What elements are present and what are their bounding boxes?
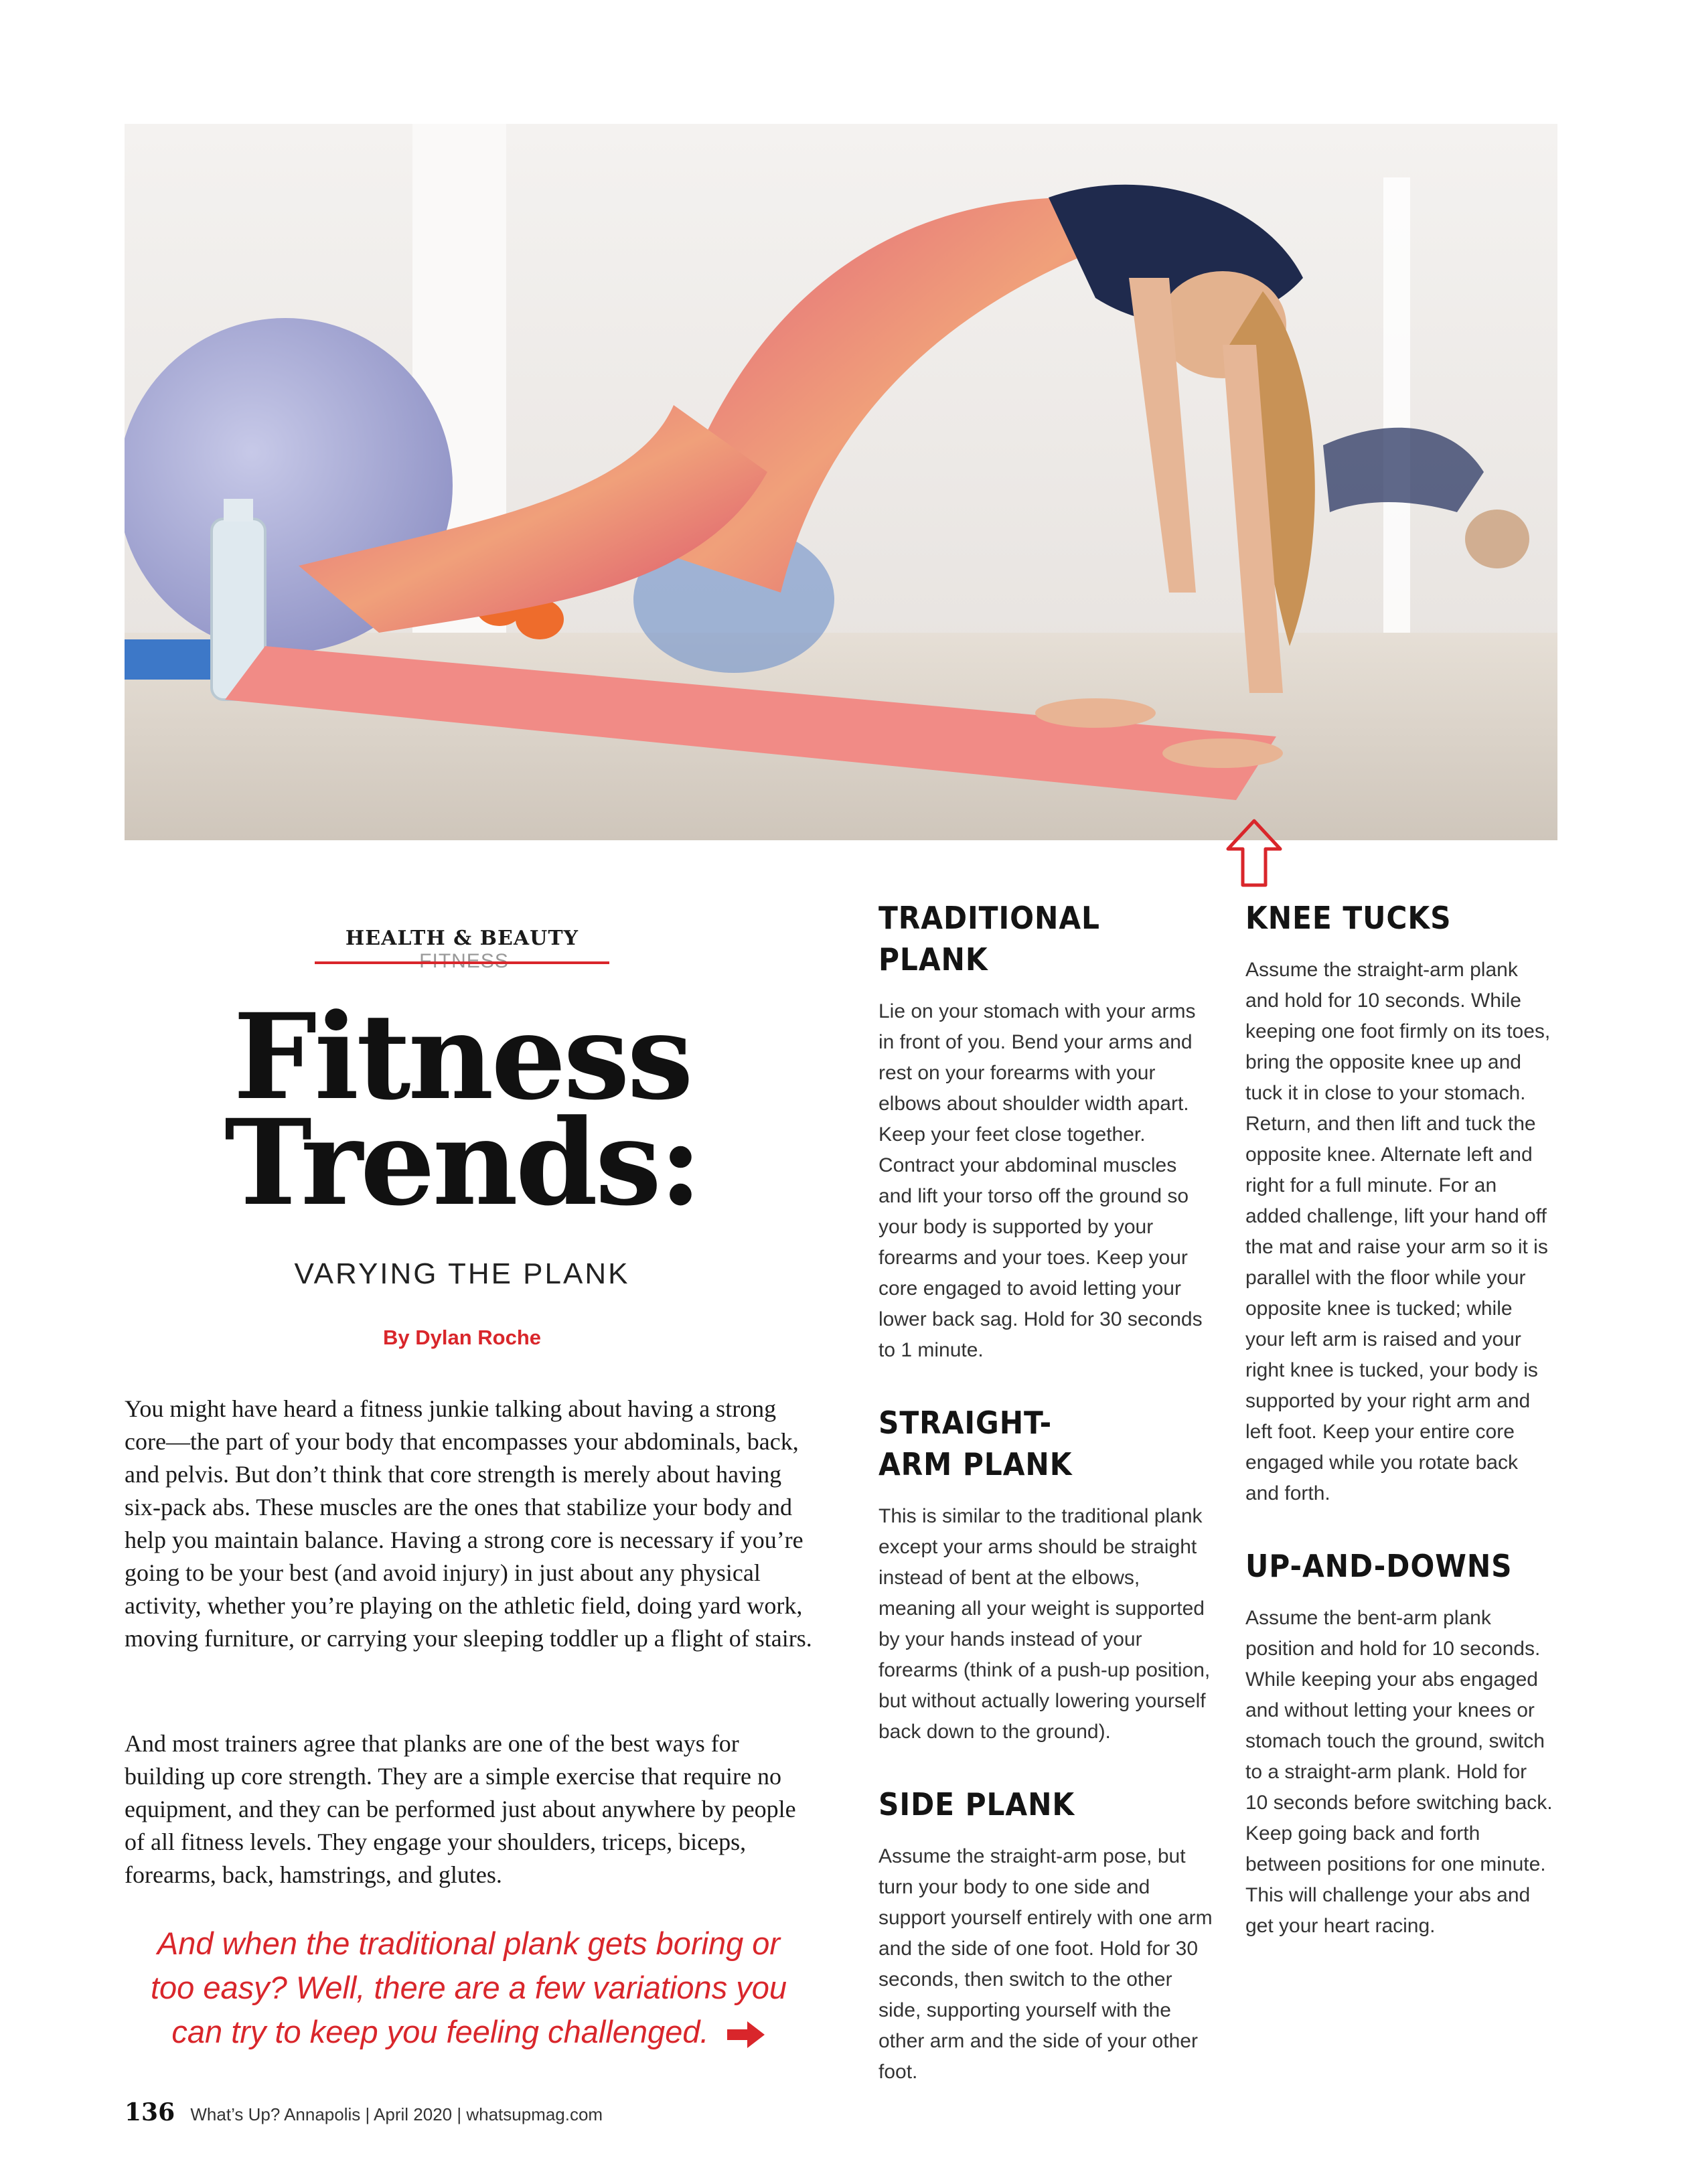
publication-info: What’s Up? Annapolis | April 2020 | whatsupmag.com bbox=[190, 2104, 603, 2124]
up-arrow-outline-icon bbox=[1225, 818, 1283, 888]
byline: By Dylan Roche bbox=[382, 1326, 541, 1349]
heading-knee-tucks: KNEE TUCKS bbox=[1245, 900, 1452, 936]
heading-straight-arm-plank: STRAIGHT-ARM PLANK bbox=[878, 1405, 1073, 1482]
section-label: HEALTH & BEAUTY bbox=[345, 927, 579, 950]
kicker-divider bbox=[315, 961, 609, 964]
intro-paragraph-1: You might have heard a fitness junkie talking about having a strong core—the part of your body that encompasses your abdominals, back, and pelvis. But don’t think that core strength is merely about having six-pack abs. These muscles are the ones that stabilize your body and help you maintain balance. Having a strong core is necessary if you’re going to be your best (and avoid injury) in just about any physical activity, whether you’re playing on the athletic field, doing yard work, moving furniture, or carrying your sleeping toddler up a flight of stairs. bbox=[125, 1395, 812, 1652]
body-side-plank: Assume the straight-arm pose, but turn your body to one side and support yourself entirely with one arm and the side of one foot. Hold for 30 seconds, then switch to the other side, supporting yourself with the other arm and the side of your other foot. bbox=[878, 1845, 1213, 2083]
section-kicker bbox=[315, 927, 609, 973]
right-arrow-icon bbox=[724, 2020, 766, 2049]
article-title bbox=[147, 988, 777, 1232]
pull-quote bbox=[134, 1922, 804, 2054]
pull-quote-text: And when the traditional plank gets boring or too easy? Well, there are a few variations you can try to keep you feeling challenged. bbox=[150, 1926, 787, 2049]
page-number: 136 bbox=[125, 2098, 175, 2126]
title-line-2: Trends: bbox=[224, 1093, 700, 1232]
heading-up-and-downs: UP-AND-DOWNS bbox=[1245, 1548, 1513, 1584]
exercise-column-2 bbox=[1245, 897, 1553, 1978]
body-traditional-plank: Lie on your stomach with your arms in front of you. Bend your arms and rest on your forearms with your elbows about shoulder width apart. Keep your feet close together. Contract your abdominal muscles and lift your torso off the ground so your body is supported by your forearms and your toes. Keep your core engaged to avoid letting your lower back sag. Hold for 30 seconds to 1 minute. bbox=[878, 1000, 1203, 1361]
hero-photo bbox=[125, 124, 1557, 840]
intro-paragraph-2: And most trainers agree that planks are one of the best ways for building up core strength. They are a simple exercise that require no equipment, and they can be performed just about anywhere by people of all fitness levels. They engage your shoulders, triceps, biceps, forearms, back, hamstrings, and glutes. bbox=[125, 1730, 796, 1888]
article-subtitle: VARYING THE PLANK bbox=[294, 1257, 630, 1290]
body-up-and-downs: Assume the bent-arm plank position and hold for 10 seconds. While keeping your abs engaged and without letting your knees or stomach touch the ground, switch to a straight-arm plank. Hold for 10 seconds before switching back. Keep going back and forth between positions for one minute. This will challenge your abs and get your heart racing. bbox=[1245, 1607, 1553, 1937]
title-line-1: Fitness bbox=[233, 988, 691, 1126]
heading-traditional-plank: TRADITIONAL PLANK bbox=[878, 900, 1100, 978]
body-knee-tucks: Assume the straight-arm plank and hold for 10 seconds. While keeping one foot firmly on its toes, bring the opposite knee up and tuck it in close to your stomach. Return, and then lift and tuck the opposite knee. Alternate left and right for a full minute. For an added challenge, lift your hand off the mat and raise your arm so it is parallel with the floor while your opposite knee is tucked; while your left arm is raised and your right knee is tucked, your body is supported by your right arm and left foot. Keep your entire core engaged while you rotate back and forth. bbox=[1245, 959, 1551, 1504]
page-footer bbox=[125, 2098, 603, 2126]
exercise-column-1 bbox=[878, 897, 1213, 2124]
body-straight-arm-plank: This is similar to the traditional plank except your arms should be straight instead of bent at the elbows, meaning all your weight is supported by your hands instead of your forearms (think of a push-up position, but without actually lowering yourself back down to the ground). bbox=[878, 1505, 1211, 1743]
heading-side-plank: SIDE PLANK bbox=[878, 1786, 1075, 1822]
